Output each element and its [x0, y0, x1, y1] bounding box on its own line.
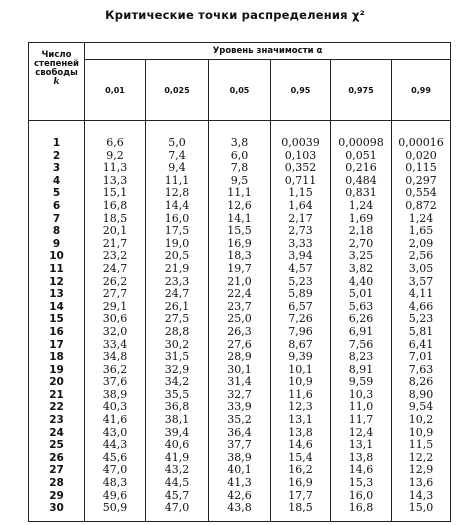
table-cell: 13,1 — [288, 413, 313, 427]
table-cell: 28,9 — [227, 350, 252, 364]
table-cell: 6,0 — [230, 148, 249, 162]
table-cell: 0,00016 — [398, 136, 444, 149]
df-label-line-3: свободы — [35, 68, 78, 78]
table-cell: 29 — [49, 489, 64, 502]
table-cell: 2,73 — [288, 224, 313, 238]
table-cell: 30,6 — [102, 312, 128, 326]
table-cell: 20,5 — [164, 249, 190, 263]
level-column-0.975 — [331, 121, 392, 522]
table-cell: 18 — [49, 351, 64, 364]
table-cell: 0,297 — [405, 173, 437, 187]
table-cell: 42,6 — [227, 488, 252, 502]
table-cell: 3 — [52, 162, 61, 175]
table-cell: 26,3 — [227, 324, 252, 338]
table-cell: 5 — [52, 187, 61, 200]
table-cell: 6,57 — [288, 299, 313, 313]
table-cell: 10 — [49, 250, 64, 263]
table-cell: 2,18 — [348, 224, 374, 238]
table-cell: 10,2 — [408, 413, 434, 427]
table-cell: 18,3 — [227, 249, 252, 263]
table-cell: 14,4 — [164, 198, 190, 212]
table-cell: 1,64 — [288, 198, 313, 212]
table-cell: 4,40 — [348, 274, 374, 288]
table-cell: 17,5 — [164, 224, 190, 238]
table-cell: 17 — [49, 338, 64, 351]
table-cell: 31,5 — [164, 350, 190, 364]
table-cell: 3,05 — [408, 261, 434, 275]
table-cell: 37,6 — [102, 375, 128, 389]
table-cell: 34,8 — [102, 350, 128, 364]
table-cell: 0,020 — [405, 148, 437, 162]
table-cell: 3,94 — [288, 249, 313, 263]
table-cell: 28 — [49, 477, 64, 490]
table-cell: 11,0 — [348, 400, 374, 414]
table-cell: 7,8 — [230, 161, 249, 175]
table-cell: 41,9 — [164, 450, 190, 464]
table-cell: 0,554 — [405, 186, 437, 200]
table-cell: 40,1 — [227, 463, 252, 477]
table-cell: 0,216 — [345, 161, 377, 175]
table-cell: 45,6 — [102, 450, 128, 464]
table-cell: 7,01 — [408, 350, 434, 364]
table-cell: 30,1 — [227, 362, 252, 376]
table-cell: 2,17 — [288, 211, 313, 225]
table-cell: 36,4 — [227, 425, 252, 439]
table-cell: 22,4 — [227, 287, 252, 301]
table-cell: 38,1 — [164, 413, 190, 427]
table-cell: 32,7 — [227, 387, 252, 401]
table-cell: 36,2 — [102, 362, 128, 376]
table-cell: 38,9 — [102, 387, 128, 401]
table-cell: 28,8 — [164, 324, 190, 338]
table-cell: 12,3 — [288, 400, 313, 414]
table-cell: 14,6 — [348, 463, 374, 477]
table-cell: 24,7 — [164, 287, 190, 301]
table-cell: 2 — [52, 149, 61, 162]
table-cell: 11 — [49, 262, 64, 275]
page-title: Критические точки распределения χ² — [105, 8, 365, 22]
table-cell: 19,7 — [227, 261, 252, 275]
table-cell: 3,25 — [348, 249, 374, 263]
table-cell: 16,8 — [348, 501, 374, 515]
table-cell: 9,59 — [348, 375, 374, 389]
table-cell: 4,11 — [408, 287, 434, 301]
table-cell: 12,9 — [408, 463, 434, 477]
df-label-line-2: степеней — [34, 59, 79, 69]
table-cell: 0,103 — [284, 148, 317, 162]
table-cell: 1,15 — [288, 186, 313, 200]
table-cell: 3,33 — [288, 236, 313, 250]
table-cell: 5,23 — [408, 312, 434, 326]
table-cell: 41,6 — [102, 413, 128, 427]
table-cell: 11,1 — [164, 173, 190, 187]
table-cell: 10,9 — [288, 375, 313, 389]
table-cell: 10,1 — [288, 362, 313, 376]
table-cell: 23,7 — [227, 299, 252, 313]
table-cell: 26,1 — [164, 299, 190, 313]
table-cell: 18,5 — [288, 501, 313, 515]
table-cell: 4 — [52, 174, 61, 187]
table-cell: 19 — [49, 363, 64, 376]
table-cell: 44,5 — [164, 476, 190, 490]
table-cell: 24,7 — [102, 261, 128, 275]
table-cell: 1 — [52, 137, 61, 149]
degrees-of-freedom-header — [29, 43, 85, 121]
table-cell: 47,0 — [164, 501, 190, 515]
level-column-0.05 — [209, 121, 271, 522]
table-cell: 18,5 — [102, 211, 128, 225]
table-cell: 16 — [49, 325, 64, 338]
table-cell: 23,2 — [102, 249, 128, 263]
table-cell: 0,00098 — [338, 136, 384, 149]
table-cell: 6,6 — [106, 136, 124, 149]
table-cell: 39,4 — [164, 425, 190, 439]
table-cell: 33,4 — [102, 337, 128, 351]
table-cell: 7 — [52, 212, 61, 225]
table-cell: 13 — [49, 288, 64, 301]
table-cell: 0,872 — [405, 198, 437, 212]
level-column-0.01 — [85, 121, 146, 522]
chi-square-critical-points-table — [28, 42, 451, 522]
table-cell: 8,91 — [348, 362, 374, 376]
table-cell: 9,4 — [168, 161, 186, 175]
table-cell: 48,3 — [102, 476, 128, 490]
table-cell: 13,8 — [288, 425, 313, 439]
table-cell: 27,7 — [102, 287, 128, 301]
table-cell: 5,63 — [348, 299, 374, 313]
table-cell: 9,39 — [288, 350, 313, 364]
table-cell: 7,4 — [168, 148, 186, 162]
table-cell: 45,7 — [164, 488, 190, 502]
table-cell: 15,0 — [408, 501, 434, 515]
table-cell: 5,0 — [168, 136, 186, 149]
table-cell: 14,3 — [408, 488, 434, 502]
table-cell: 23,3 — [164, 274, 190, 288]
table-cell: 9 — [52, 237, 61, 250]
table-cell: 49,6 — [102, 488, 128, 502]
table-cell: 13,8 — [348, 450, 374, 464]
table-cell: 41,3 — [227, 476, 252, 490]
table-cell: 2,70 — [348, 236, 374, 250]
table-cell: 27,5 — [164, 312, 190, 326]
level-header: 0,01 — [85, 60, 146, 121]
level-header: 0,975 — [331, 60, 392, 121]
table-cell: 29,1 — [102, 299, 128, 313]
table-cell: 12,6 — [227, 198, 252, 212]
table-cell: 15,5 — [227, 224, 252, 238]
table-cell: 10,9 — [408, 425, 434, 439]
table-cell: 0,711 — [284, 173, 317, 187]
table-cell: 11,5 — [408, 438, 434, 452]
table-cell: 35,2 — [227, 413, 252, 427]
table-cell: 17,7 — [288, 488, 313, 502]
table-cell: 32,9 — [164, 362, 190, 376]
level-column-0.95 — [271, 121, 331, 522]
table-cell: 16,2 — [288, 463, 313, 477]
table-cell: 25,0 — [227, 312, 252, 326]
table-cell: 30 — [49, 502, 64, 515]
table-cell: 15 — [49, 313, 64, 326]
level-header: 0,99 — [392, 60, 451, 121]
table-cell: 1,24 — [408, 211, 434, 225]
table-cell: 25 — [49, 439, 64, 452]
table-cell: 36,8 — [164, 400, 190, 414]
level-column-0.99 — [392, 121, 451, 522]
table-cell: 15,3 — [348, 476, 374, 490]
table-cell: 4,66 — [408, 299, 434, 313]
level-column-0.025 — [146, 121, 209, 522]
table-cell: 40,6 — [164, 438, 190, 452]
table-cell: 14,1 — [227, 211, 252, 225]
table-cell: 23 — [49, 414, 64, 427]
table-cell: 21,7 — [102, 236, 128, 250]
table-cell: 8 — [52, 225, 61, 238]
table-cell: 21,9 — [164, 261, 190, 275]
table-cell: 38,9 — [227, 450, 252, 464]
table-cell: 15,1 — [102, 186, 128, 200]
table-cell: 22 — [49, 401, 64, 414]
table-cell: 15,4 — [288, 450, 313, 464]
table-cell: 2,09 — [408, 236, 434, 250]
table-cell: 0,051 — [345, 148, 377, 162]
table-cell: 34,2 — [164, 375, 190, 389]
table-cell: 16,9 — [227, 236, 252, 250]
table-cell: 13,3 — [102, 173, 128, 187]
table-cell: 11,7 — [348, 413, 374, 427]
table-cell: 12,4 — [348, 425, 374, 439]
table-cell: 20 — [49, 376, 64, 389]
table-cell: 9,5 — [230, 173, 249, 187]
table-cell: 12,8 — [164, 186, 190, 200]
df-column — [29, 121, 85, 522]
table-cell: 14,6 — [288, 438, 313, 452]
table-cell: 21,0 — [227, 274, 252, 288]
level-header: 0,05 — [209, 60, 271, 121]
table-cell: 0,115 — [405, 161, 437, 175]
table-cell: 11,1 — [227, 186, 252, 200]
table-cell: 12,2 — [408, 450, 434, 464]
table-cell: 7,56 — [348, 337, 374, 351]
table-cell: 7,96 — [288, 324, 313, 338]
table-cell: 0,352 — [284, 161, 317, 175]
table-cell: 5,81 — [408, 324, 434, 338]
table-cell: 37,7 — [227, 438, 252, 452]
table-cell: 1,24 — [348, 198, 374, 212]
table-cell: 6,91 — [348, 324, 374, 338]
table-cell: 12 — [49, 275, 64, 288]
level-header: 0,025 — [146, 60, 209, 121]
table-cell: 11,3 — [102, 161, 128, 175]
table-cell: 47,0 — [102, 463, 128, 477]
table-body-row — [29, 121, 451, 522]
table-cell: 16,8 — [102, 198, 128, 212]
table-cell: 8,23 — [348, 350, 374, 364]
table-cell: 8,67 — [288, 337, 313, 351]
table-cell: 7,63 — [408, 362, 434, 376]
table-cell: 10,3 — [348, 387, 374, 401]
table-cell: 16,9 — [288, 476, 313, 490]
table-cell: 26,2 — [102, 274, 128, 288]
table-cell: 44,3 — [102, 438, 128, 452]
table-cell: 13,6 — [408, 476, 434, 490]
table-cell: 16,0 — [164, 211, 190, 225]
table-cell: 5,23 — [288, 274, 313, 288]
table-cell: 19,0 — [164, 236, 190, 250]
table-cell: 50,9 — [102, 501, 128, 515]
significance-level-header: Уровень значимости α — [85, 43, 451, 60]
table-cell: 32,0 — [102, 324, 128, 338]
table-cell: 14 — [49, 300, 64, 313]
table-cell: 11,6 — [288, 387, 313, 401]
table-cell: 1,65 — [408, 224, 434, 238]
df-label-line-1: Число — [41, 50, 72, 60]
table-cell: 27,6 — [227, 337, 252, 351]
table-cell: 3,8 — [230, 136, 249, 149]
table-cell: 8,26 — [408, 375, 434, 389]
table-cell: 6,41 — [408, 337, 434, 351]
table-cell: 6 — [52, 199, 61, 212]
table-cell: 0,831 — [345, 186, 377, 200]
table-cell: 26 — [49, 451, 64, 464]
table-cell: 7,26 — [288, 312, 313, 326]
table-cell: 31,4 — [227, 375, 252, 389]
table-cell: 9,2 — [106, 148, 124, 162]
table-cell: 24 — [49, 426, 64, 439]
table-cell: 0,484 — [345, 173, 377, 187]
table-cell: 20,1 — [102, 224, 128, 238]
table-cell: 2,56 — [408, 249, 434, 263]
table-cell: 0,0039 — [281, 136, 320, 149]
table-cell: 43,0 — [102, 425, 128, 439]
table-cell: 33,9 — [227, 400, 252, 414]
table-cell: 5,01 — [348, 287, 374, 301]
table-cell: 1,69 — [348, 211, 374, 225]
table-cell: 5,89 — [288, 287, 313, 301]
table-cell: 21 — [49, 388, 64, 401]
table-cell: 3,57 — [408, 274, 434, 288]
table-cell: 30,2 — [164, 337, 190, 351]
table-cell: 43,2 — [164, 463, 190, 477]
table-cell: 43,8 — [227, 501, 252, 515]
table-cell: 13,1 — [348, 438, 374, 452]
table-cell: 6,26 — [348, 312, 374, 326]
table-cell: 35,5 — [164, 387, 190, 401]
table-cell: 16,0 — [348, 488, 374, 502]
table-cell: 4,57 — [288, 261, 313, 275]
level-header: 0,95 — [271, 60, 331, 121]
table-cell: 3,82 — [348, 261, 374, 275]
table-cell: 8,90 — [408, 387, 434, 401]
table-cell: 9,54 — [408, 400, 434, 414]
df-variable: k — [53, 77, 60, 87]
table-cell: 27 — [49, 464, 64, 477]
table-cell: 40,3 — [102, 400, 128, 414]
